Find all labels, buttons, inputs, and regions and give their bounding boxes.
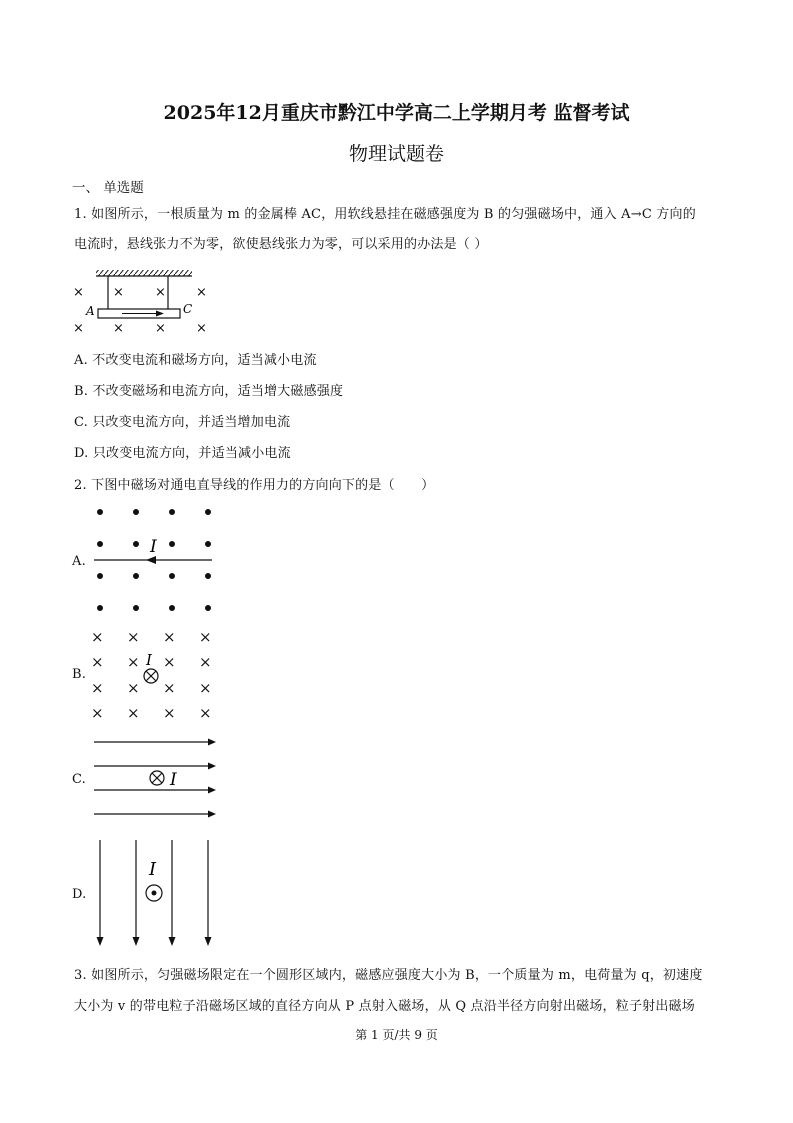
q1-option-a: A. 不改变电流和磁场方向，适当减小电流 (74, 353, 317, 368)
q2-option-c-label: C. (72, 772, 87, 787)
field-cross: × (91, 679, 104, 697)
current-label: I (149, 859, 157, 880)
q1-option-b: B. 不改变磁场和电流方向，适当增大磁感强度 (74, 384, 344, 399)
q3-stem-line2: 大小为 v 的带电粒子沿磁场区域的直径方向从 P 点射入磁场，从 Q 点沿半径方向射出磁场，粒子射出磁场 (74, 999, 695, 1014)
q2-option-d-label: D. (72, 887, 87, 902)
field-cross: × (127, 704, 140, 722)
q2-option-b-label: B. (72, 667, 87, 682)
q2-stem: 2. 下图中磁场对通电直导线的作用力的方向向下的是（ ） (74, 478, 435, 493)
field-cross: × (73, 321, 84, 336)
q2-figure-b (88, 625, 228, 725)
ceiling-hatch (96, 270, 192, 276)
field-cross: × (155, 321, 166, 336)
q3-stem-line1: 3. 如图所示，匀强磁场限定在一个圆形区域内，磁感应强度大小为 B，一个质量为 m，电荷量为 q，初速度 (74, 968, 703, 983)
q1-figure (60, 262, 220, 342)
q1-stem-line2: 电流时，悬线张力不为零，欲使悬线张力为零，可以采用的办法是（ ） (74, 237, 488, 252)
field-cross: × (127, 628, 140, 646)
q2-figure-d (88, 836, 228, 951)
label-c: C (183, 302, 193, 316)
field-cross: × (73, 285, 84, 300)
page-subtitle: 物理试题卷 (348, 143, 444, 165)
q1-option-c: C. 只改变电流方向，并适当增加电流 (74, 415, 291, 430)
field-cross: × (127, 679, 140, 697)
q2-figure-c (88, 730, 228, 820)
field-cross: × (196, 285, 207, 300)
q1-stem-line1: 1. 如图所示，一根质量为 m 的金属棒 AC，用软线悬挂在磁感强度为 B 的匀强磁场中，通入 A→C 方向的 (74, 207, 696, 222)
field-cross: × (113, 285, 124, 300)
label-a: A (86, 304, 95, 318)
field-cross: × (163, 628, 176, 646)
current-label: I (170, 770, 177, 790)
current-out-of-page-icon (146, 885, 162, 901)
field-cross: × (127, 653, 140, 671)
q2-option-a-label: A. (72, 554, 86, 569)
field-cross: × (155, 285, 166, 300)
field-cross: × (199, 628, 212, 646)
field-cross: × (163, 653, 176, 671)
field-cross: × (163, 704, 176, 722)
field-cross: × (196, 321, 207, 336)
field-cross: × (91, 628, 104, 646)
current-into-page-icon (144, 669, 158, 683)
field-cross: × (91, 653, 104, 671)
current-into-page-icon (150, 771, 164, 785)
page-title: 2025年12月重庆市黔江中学高二上学期月考 监督考试 (163, 102, 630, 124)
current-label: I (146, 651, 152, 669)
field-cross: × (113, 321, 124, 336)
q2-figure-a (88, 500, 228, 620)
field-cross: × (199, 679, 212, 697)
field-cross: × (199, 653, 212, 671)
q1-option-d: D. 只改变电流方向，并适当减小电流 (74, 446, 291, 461)
current-label: I (150, 537, 157, 557)
current-arrow-left (146, 556, 156, 564)
field-cross: × (91, 704, 104, 722)
field-cross: × (163, 679, 176, 697)
field-cross: × (199, 704, 212, 722)
section-heading: 一、 单选题 (72, 180, 144, 196)
page-footer: 第 1 页/共 9 页 (355, 1028, 438, 1042)
